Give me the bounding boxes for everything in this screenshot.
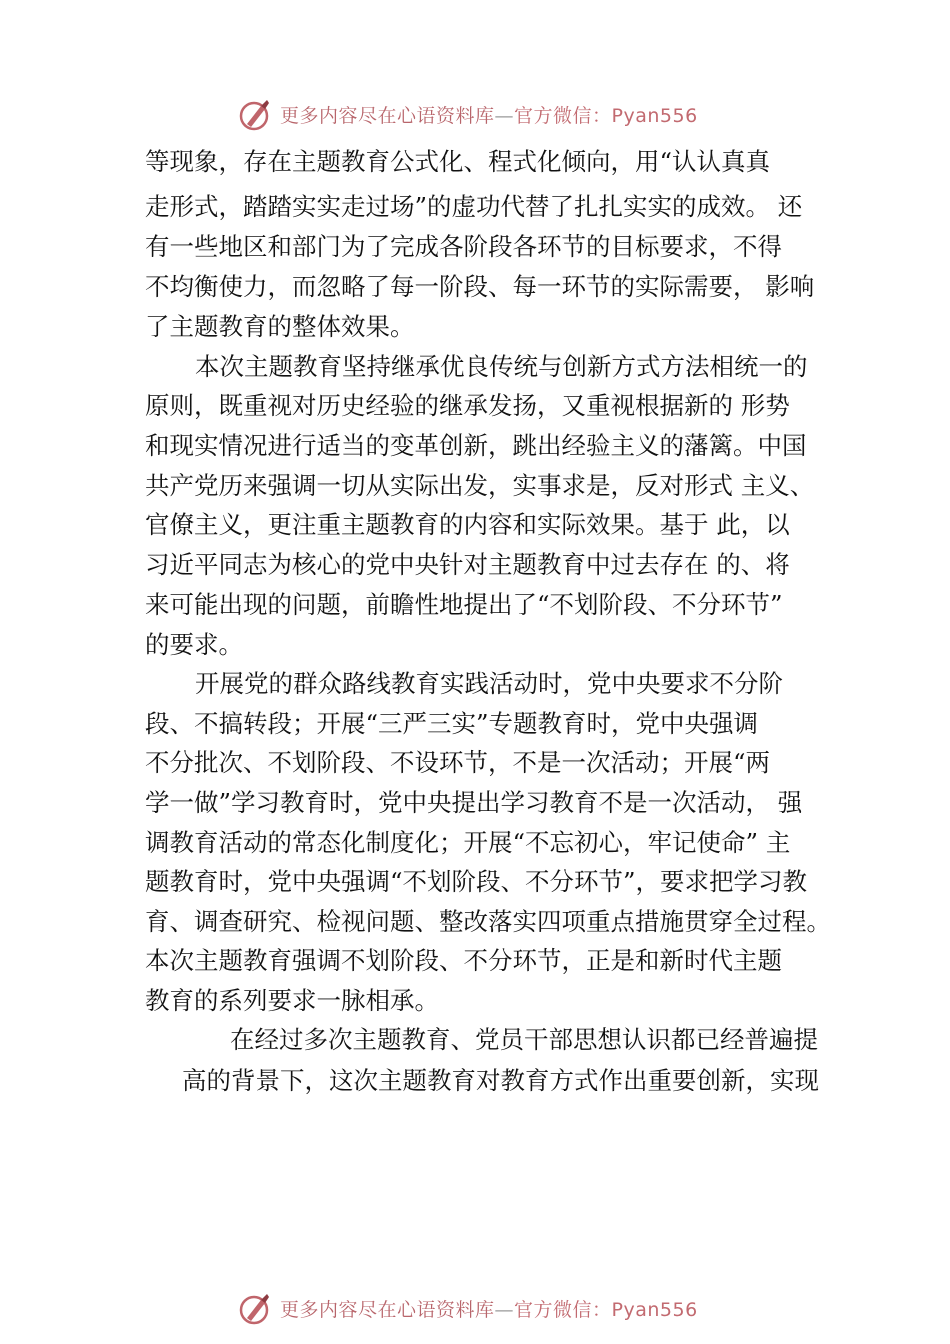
- wechat-label: 官方微信：: [514, 1299, 612, 1321]
- text-line: 不均衡使力，而忽略了每一阶段、每一环节的实际需要， 影响: [145, 272, 815, 301]
- text-line: 和现实情况进行适当的变革创新，跳出经验主义的藩篱。中国: [145, 431, 807, 460]
- text-line: 本次主题教育坚持继承优良传统与创新方式方法相统一的: [195, 352, 808, 381]
- text-line: 高的背景下，这次主题教育对教育方式作出重要创新，实现: [182, 1066, 819, 1095]
- banner-separator: —: [494, 1299, 515, 1321]
- text-line: 题教育时，党中央强调“不划阶段、不分环节”，要求把学习教: [145, 867, 808, 896]
- banner-text: [280, 101, 698, 128]
- text-line: 育、调查研究、检视问题、整改落实四项重点措施贯穿全过程。: [145, 907, 831, 936]
- text-line: 习近平同志为核心的党中央针对主题教育中过去存在 的、将: [145, 550, 790, 579]
- banner-text: [280, 1295, 698, 1322]
- banner-main-text: 更多内容尽在心语资料库: [280, 1299, 495, 1321]
- text-line: 走形式，踏踏实实走过场”的虚功代替了扎扎实实的成效。 还: [145, 192, 803, 221]
- text-line: 有一些地区和部门为了完成各阶段各环节的目标要求，不得: [145, 232, 782, 261]
- wechat-id: Pyan556: [611, 1299, 698, 1321]
- text-line: 教育的系列要求一脉相承。: [145, 986, 439, 1015]
- text-line: 段、不搞转段；开展“三严三实”专题教育时，党中央强调: [145, 709, 759, 738]
- text-line: 官僚主义，更注重主题教育的内容和实际效果。基于 此，以: [145, 510, 790, 539]
- text-line: 调教育活动的常态化制度化；开展“不忘初心，牢记使命” 主: [145, 828, 791, 857]
- text-line: 开展党的群众路线教育实践活动时，党中央要求不分阶: [195, 669, 783, 698]
- text-line: 共产党历来强调一切从实际出发，实事求是，反对形式 主义、: [145, 471, 815, 500]
- text-line: 不分批次、不划阶段、不设环节，不是一次活动；开展“两: [145, 748, 771, 777]
- footer-banner: [0, 1289, 950, 1329]
- text-line: 的要求。: [145, 630, 243, 659]
- text-line: 原则，既重视对历史经验的继承发扬，又重视根据新的 形势: [145, 391, 790, 420]
- banner-separator: —: [494, 105, 515, 127]
- text-line: 等现象，存在主题教育公式化、程式化倾向，用“认认真真: [145, 147, 771, 176]
- header-banner: [0, 95, 950, 135]
- text-line: 在经过多次主题教育、党员干部思想认识都已经普遍提: [230, 1025, 818, 1054]
- wechat-id: Pyan556: [611, 105, 698, 127]
- text-line: 了主题教育的整体效果。: [145, 312, 415, 341]
- banner-main-text: 更多内容尽在心语资料库: [280, 105, 495, 127]
- text-line: 本次主题教育强调不划阶段、不分环节，正是和新时代主题: [145, 946, 782, 975]
- pen-icon: [237, 97, 273, 133]
- pen-icon: [237, 1291, 273, 1327]
- wechat-label: 官方微信：: [514, 105, 612, 127]
- text-line: 学一做”学习教育时，党中央提出学习教育不是一次活动， 强: [145, 788, 803, 817]
- text-line: 来可能出现的问题，前瞻性地提出了“不划阶段、不分环节”: [145, 590, 783, 619]
